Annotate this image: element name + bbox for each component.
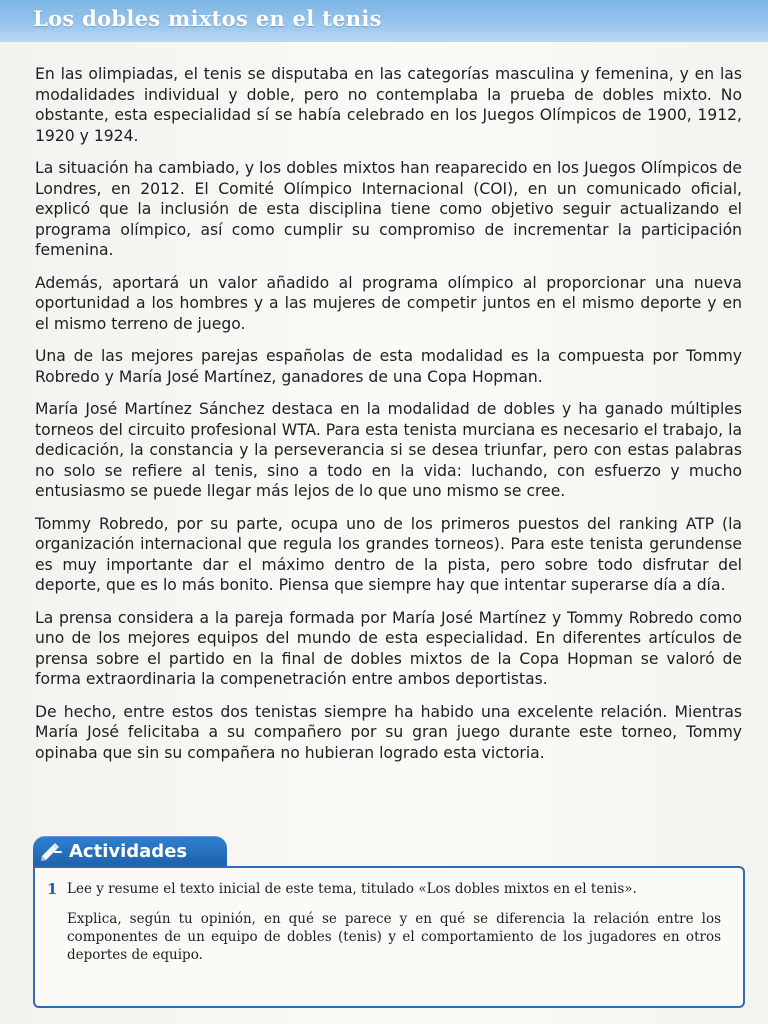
activity-instruction-1: Lee y resume el texto inicial de este tema, titulado «Los dobles mixtos en el tenis».: [67, 881, 637, 897]
paragraph-4: Una de las mejores parejas españolas de esta modalidad es la compuesta por Tommy Robredo y María José Martínez, ganadores de una Copa Hopman.: [35, 347, 742, 386]
page-title: Los dobles mixtos en el tenis: [33, 6, 382, 31]
activity-instruction-2: Explica, según tu opinión, en qué se parece y en qué se diferencia la relación entre los componentes de un equipo de dobles (tenis) y el comportamiento de los jugadores en otros deportes de equipo.: [67, 911, 721, 963]
article-body: [35, 64, 742, 763]
paragraph-5: María José Martínez Sánchez destaca en la modalidad de dobles y ha ganado múltiples torneos del circuito profesional WTA. Para esta tenista murciana es necesario el trabajo, la dedicación, la constancia y la perseverancia si se desea triunfar, pero con estas palabras no solo se refiere al tenis, sino a todo en la vida: luchando, con esfuerzo y mucho entusiasmo se puede llegar más lejos de lo que uno mismo se cree.: [35, 400, 742, 500]
activity-text: [67, 880, 721, 964]
activities-tab: [33, 836, 227, 870]
activities-panel: [33, 866, 745, 1008]
activities-heading: Actividades: [69, 841, 188, 862]
paragraph-7: La prensa considera a la pareja formada por María José Martínez y Tommy Robredo como uno de los mejores equipos del mundo de esta especialidad. En diferentes artículos de prensa sobre el partido en la final de dobles mixtos de la Copa Hopman se valoró de forma extraordinaria la compenetración entre ambos deportistas.: [35, 608, 742, 688]
paragraph-6: Tommy Robredo, por su parte, ocupa uno de los primeros puestos del ranking ATP (la organización internacional que regula los grandes torneos). Para este tenista gerundense es muy importante dar el máximo dentro de la pista, pero sobre todo disfrutar del deporte, que es lo más bonito. Piensa que siempre hay que intentar superarse día a día.: [35, 514, 742, 594]
paragraph-8: De hecho, entre estos dos tenistas siempre ha habido una excelente relación. Mientras María José felicitaba a su compañero por su gran juego durante este torneo, Tommy opinaba que sin su compañera no hubieran logrado esta victoria.: [35, 702, 742, 762]
paragraph-1: En las olimpiadas, el tenis se disputaba en las categorías masculina y femenina, y en las modalidades individual y doble, pero no contemplaba la prueba de dobles mixto. No obstante, esta especialidad sí se había celebrado en los Juegos Olímpicos de 1900, 1912, 1920 y 1924.: [35, 65, 742, 145]
page-header-band: [0, 0, 768, 42]
paragraph-2: La situación ha cambiado, y los dobles mixtos han reaparecido en los Juegos Olímpicos de Londres, en 2012. El Comité Olímpico Internacional (COI), en un comunicado oficial, explicó que la inclusión de esta disciplina tiene como objetivo seguir actualizando el programa olímpico, así como cumplir su compromiso de incrementar la participación femenina.: [35, 159, 742, 259]
pencil-icon: [39, 843, 63, 861]
activity-number: 1: [47, 880, 58, 898]
paragraph-3: Además, aportará un valor añadido al programa olímpico al proporcionar una nueva oportunidad a los hombres y a las mujeres de competir juntos en el mismo deporte y en el mismo terreno de juego.: [35, 273, 742, 333]
